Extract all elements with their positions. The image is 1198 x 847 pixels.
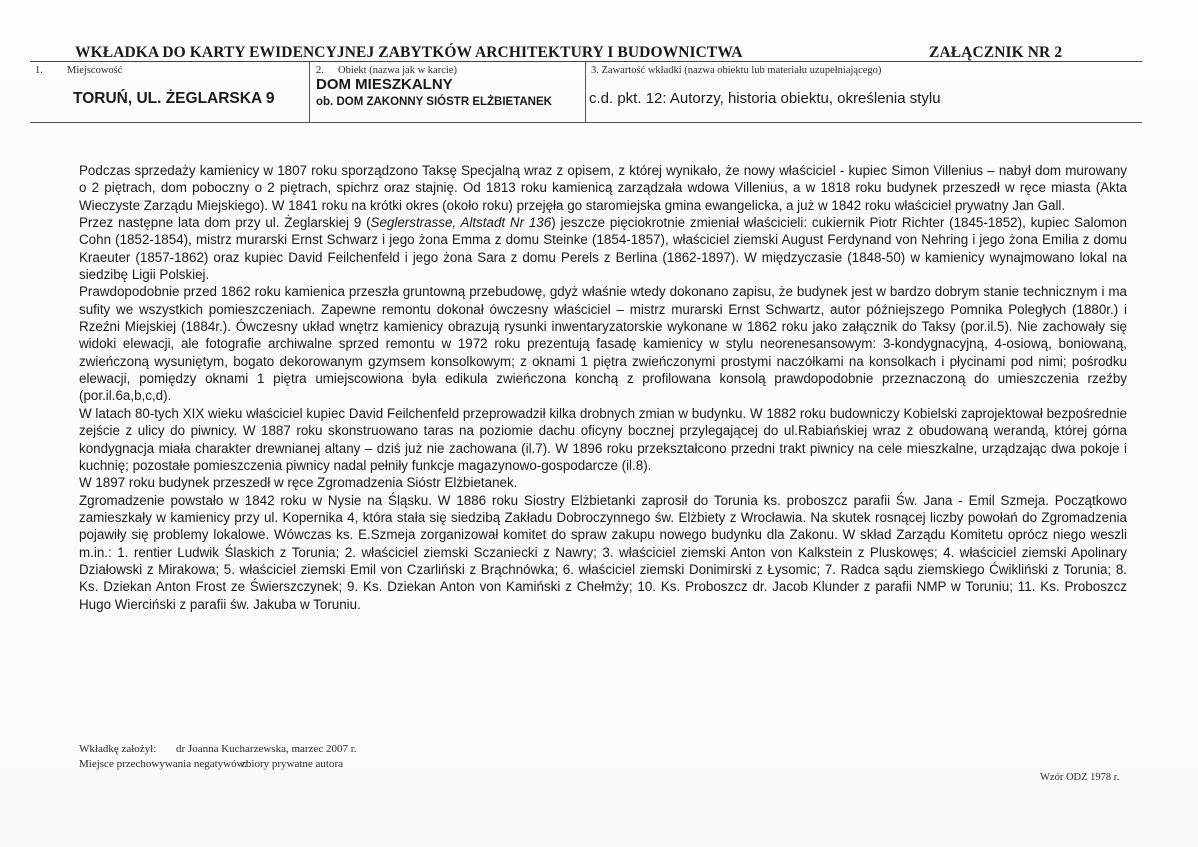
paragraph-owners: Przez następne lata dom przy ul. Żeglarskiej 9 (Seglerstrasse, Altstadt Nr 136) jeszcze pięciokrotnie zmieniał właścicieli: cukiernik Piotr Richter (1845-1852), kupiec Salomon Cohn (1852-1854), mistrz murarski Ernst Schwarz i jego żona Emma z domu Steinke (1854-1857), właściciel ziemski August Ferdynand von Nehring i jego żona Emilia z domu Kraeuter (1857-1862) oraz kupiec David Feilchenfeld i jego żona Sara z domu Perels z Berlina (1862-1897). W międzyczasie (1848-50) w kamienicy wynajmowano lokal na siedzibę Ligii Polskiej. (79, 215, 1127, 283)
negatives-location-value: zbiory prywatne autora (241, 758, 344, 770)
form-pattern-note: Wzór ODZ 1978 r. (1040, 772, 1120, 783)
paragraph-transfer-1897: W 1897 roku budynek przeszedł w ręce Zgromadzenia Sióstr Elżbietanek. (79, 475, 518, 491)
annex-number: ZAŁĄCZNIK NR 2 (929, 44, 1063, 61)
fields-divider (30, 122, 1142, 123)
field-contents-label: 3. Zawartość wkładki (nazwa obiektu lub materiału uzupełniającego) (591, 65, 882, 76)
paragraph-congregation: Zgromadzenie powstało w 1842 roku w Nysie na Śląsku. W 1886 roku Siostry Elżbietanki zaprosił do Torunia ks. proboszcz parafii Św. Jana - Emil Szmeja. Początkowo zamieszkały w kamienicy przy ul. Kopernika 4, która stała się siedzibą Zakładu Dobroczynnego św. Elżbiety z Wrocławia. Na skutek rosnącej liczby powołań do Zgromadzenia pojawiły się problemy lokalowe. Wówczas ks. E.Szmeja zorganizował komitet do spraw zakupu nowego budynku dla Zakonu. W skład Zarządu Komitetu oprócz niego weszli m.in.: 1. rentier Ludwik Ślaskich z Torunia; 2. właściciel ziemski Sczaniecki z Nawry; 3. właściciel ziemski Anton von Kalkstein z Pluskowęs; 4. właściciel ziemski Apolinary Działowski z Mirakowa; 5. właściciel ziemski Emil von Czarliński z Brąchnówka; 6. właściciel ziemski Donimirski z Łysomic; 7. Radca sądu ziemskiego Ćwikliński z Torunia; 8. Ks. Dziekan Anton Frost ze Świerszczynek; 9. Ks. Dziekan Anton von Kamiński z Chełmży; 10. Ks. Proboszcz dr. Jacob Klunder z parafii NMP w Toruniu; 11. Ks. Proboszcz Hugo Wierciński z parafii św. Jakuba w Toruniu. (79, 492, 1127, 612)
field-location-number: 1. (35, 65, 43, 76)
field-object-value-secondary: ob. DOM ZAKONNY SIÓSTR ELŻBIETANEK (316, 96, 552, 108)
field-location (30, 62, 310, 122)
paragraph-sale-1807: Podczas sprzedaży kamienicy w 1807 roku sporządzono Taksę Specjalną wraz z opisem, z której wynikało, że nowy właściciel - kupiec Simon Villenius – nabył dom murowany o 2 piętrach, dom poboczny o 2 piętrach, spichrz oraz stajnię. Od 1813 roku kamienicą zarządzała wdowa Villenius, a w 1818 roku budynek przeszedł w ręce miasta (Akta Wieczyste Zarządu Miejskiego). W 1841 roku na krótki okres (około roku) przejęła go staromiejska gmina ewangelicka, a już w 1842 roku właściciel prywatny Jan Gall. (79, 163, 1127, 213)
created-by-label: Wkładkę założył: (79, 743, 157, 755)
field-contents-value: c.d. pkt. 12: Autorzy, historia obiektu, określenia stylu (589, 90, 941, 107)
paragraph-reconstruction-1862: Prawdopodobnie przed 1862 roku kamienica przeszła gruntowną przebudowę, gdyż właśnie wtedy dokonano zapisu, że budynek jest w bardzo dobrym stanie technicznym i ma sufity we wszystkich pomieszczeniach. Zapewne remontu dokonał ówczesny właściciel – mistrz murarski Ernst Schwartz, autor późniejszego Pomnika Poległych (1880r.) i Rzeźni Miejskiej (1884r.). Ówczesny układ wnętrz kamienicy obrazują rysunki inwentaryzatorskie wykonane w 1862 roku jako załącznik do Taksy (por.il.5). Nie zachowały się widoki elewacji, ale fotografie archiwalne sprzed remontu w 1972 roku prezentują fasadę kamienicy w stylu neorenesansowym: 3-kondygnacyjną, 4-osiową, boniowaną, zwieńczoną wysuniętym, bogato dekorowanym gzymsem konsolkowym; z oknami 1 piętra zwieńczonymi prostymi naczółkami na konsolkach i płycinami pod nimi; pośrodku elewacji, pomiędzy oknami 1 piętra umiejscowiona była edikula zwieńczona konchą z profilowana konsolą prawdopodobnie przeznaczoną do umieszczenia rzeźby (por.il.6a,b,c,d). (79, 284, 1127, 404)
negatives-location (79, 757, 357, 772)
document-footer (79, 742, 357, 772)
created-by-value: dr Joanna Kucharzewska, marzec 2007 r. (176, 743, 357, 755)
paragraph-changes-1880s: W latach 80-tych XIX wieku właściciel kupiec David Feilchenfeld przeprowadził kilka drobnych zmian w budynku. W 1882 roku budowniczy Kobielski zaprojektował bezpośrednie zejście z ulicy do piwnicy. W 1887 roku skonstruowano taras na poziomie dachu oficyny bocznej przylegającej do ul.Rabiańskiej wraz z obudowaną werandą, której górna kondygnacja miała charakter drewnianej altany – dziś już nie zachowana (il.7). W 1896 roku przekształcono przedni trakt piwnicy na cele mieszkalne, urządzając dwa pokoje i kuchnię; pozostałe pomieszczenia piwnicy nadal pełniły funkcje magazynowo-gospodarcze (il.8). (79, 405, 1127, 473)
field-object-value-primary: DOM MIESZKALNY (316, 76, 453, 93)
document-body (79, 162, 1127, 613)
field-object (310, 62, 586, 122)
field-object-label: Obiekt (nazwa jak w karcie) (338, 65, 457, 76)
field-contents (586, 62, 1142, 122)
field-location-label: Miejscowość (67, 65, 123, 76)
document-title: WKŁADKA DO KARTY EWIDENCYJNEJ ZABYTKÓW ARCHITEKTURY I BUDOWNICTWA (75, 44, 743, 61)
field-object-number: 2. (316, 65, 324, 76)
field-location-value: TORUŃ, UL. ŻEGLARSKA 9 (73, 90, 275, 107)
created-by (79, 742, 357, 757)
negatives-location-label: Miejsce przechowywania negatywów: (79, 758, 248, 770)
document-header (75, 44, 1110, 62)
historic-street-name: Seglerstrasse, Altstadt Nr 136 (370, 215, 552, 231)
